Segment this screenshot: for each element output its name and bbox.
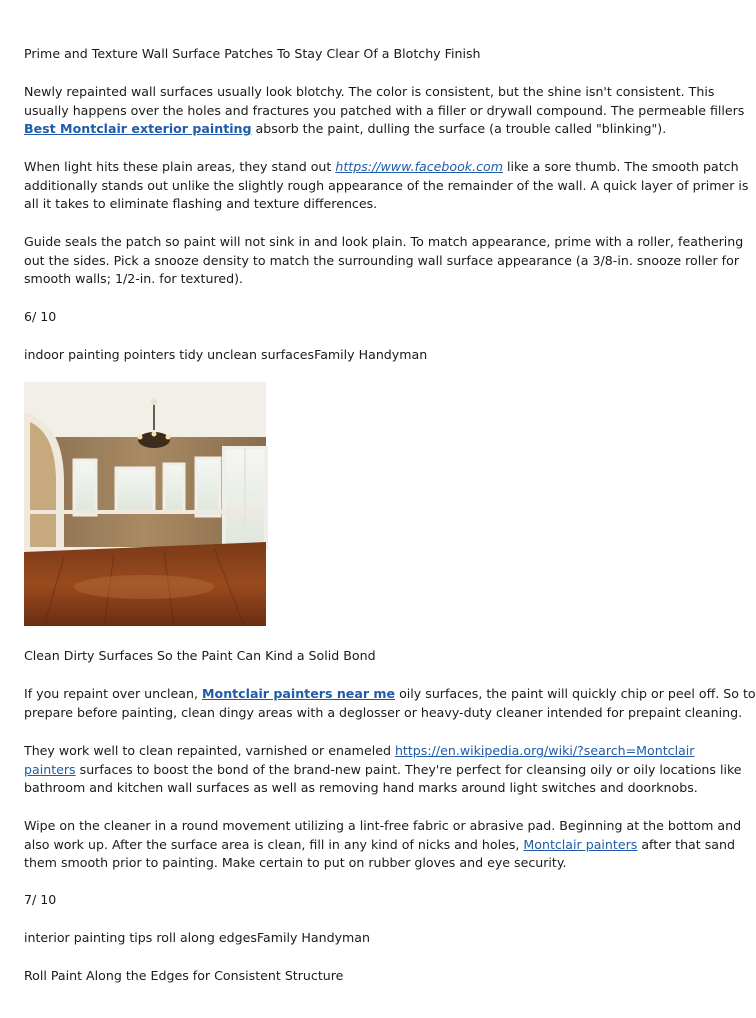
section-heading: Clean Dirty Surfaces So the Paint Can Kind a Solid Bond <box>24 648 376 663</box>
text-fragment: If you repaint over unclean, <box>24 686 203 701</box>
wikipedia-search-link[interactable]: https://en.wikipedia.org/wiki/?search=Montclair <box>394 743 695 758</box>
text-line <box>24 836 735 855</box>
text-line: additionally stands out unlike the slightly rough appearance of the remainder of the wall. A quick layer of primer is <box>24 177 749 193</box>
text-line: bathroom and kitchen wall surfaces as well as removing hand marks around light switches and doorknobs. <box>24 780 698 795</box>
text-fragment: When light hits these plain areas, they stand out <box>24 159 336 174</box>
slide-counter: 7/ 10 <box>24 892 57 907</box>
room-photo <box>24 382 266 626</box>
facebook-link[interactable]: https://www.facebook.com <box>335 159 504 174</box>
slide-counter: 6/ 10 <box>24 309 57 324</box>
section-heading: Prime and Texture Wall Surface Patches To Stay Clear Of a Blotchy Finish <box>24 46 481 61</box>
text-fragment: oily surfaces, the paint will quickly chip or peel off. So to <box>395 686 756 701</box>
text-fragment: surfaces to boost the bond of the brand-new paint. They're perfect for cleansing oily or oily locations like <box>75 761 742 777</box>
paragraph <box>24 83 745 139</box>
text-line <box>24 685 756 704</box>
text-line: all it takes to eliminate flashing and texture differences. <box>24 196 378 211</box>
text-line: them smooth prior to painting. Make certain to put on rubber gloves and eye security. <box>24 855 567 870</box>
text-fragment: They work well to clean repainted, varnished or enameled <box>24 743 395 758</box>
text-line <box>24 158 739 177</box>
paragraph <box>24 158 749 214</box>
image-caption: indoor painting pointers tidy unclean surfacesFamily Handyman <box>24 347 428 362</box>
paragraph <box>24 742 742 798</box>
text-line <box>24 742 696 761</box>
section-heading: Roll Paint Along the Edges for Consistent Structure <box>24 968 344 983</box>
text-line <box>24 761 742 780</box>
text-line: out the sides. Pick a snooze density to match the surrounding wall surface appearance (a 3/8-in. snooze roller for <box>24 252 739 268</box>
paragraph <box>24 233 744 289</box>
montclair-exterior-painting-link[interactable]: Best Montclair exterior painting <box>24 121 252 136</box>
image-caption: interior painting tips roll along edgesFamily Handyman <box>24 930 370 945</box>
text-line: Newly repainted wall surfaces usually look blotchy. The color is consistent, but the shine isn't consistent. This <box>24 84 715 99</box>
text-line: Wipe on the cleaner in a round movement utilizing a lint-free fabric or abrasive pad. Beginning at the bottom and <box>24 818 742 833</box>
text-fragment: after that sand <box>637 836 735 852</box>
paragraph <box>24 685 756 722</box>
paragraph <box>24 817 742 873</box>
text-line <box>24 120 696 139</box>
text-fragment: like a sore thumb. The smooth patch <box>503 159 739 174</box>
text-fragment: also work up. After the surface area is clean, fill in any kind of nicks and holes, <box>24 836 524 852</box>
montclair-painters-link[interactable]: Montclair painters <box>523 836 638 852</box>
wikipedia-search-link-continued[interactable]: painters <box>24 761 76 777</box>
text-fragment: absorb the paint, dulling the surface (a trouble called "blinking"). <box>251 121 667 136</box>
text-line: smooth walls; 1/2-in. for textured). <box>24 271 244 286</box>
montclair-painters-near-me-link[interactable]: Montclair painters near me <box>202 686 396 701</box>
text-line: prepare before painting, clean dingy areas with a deglosser or heavy-duty cleaner intended for prepaint cleaning. <box>24 704 743 720</box>
text-line: usually happens over the holes and fractures you patched with a filler or drywall compound. The permeable fillers <box>24 102 745 118</box>
text-line: Guide seals the patch so paint will not sink in and look plain. To match appearance, prime with a roller, feathering <box>24 234 744 249</box>
